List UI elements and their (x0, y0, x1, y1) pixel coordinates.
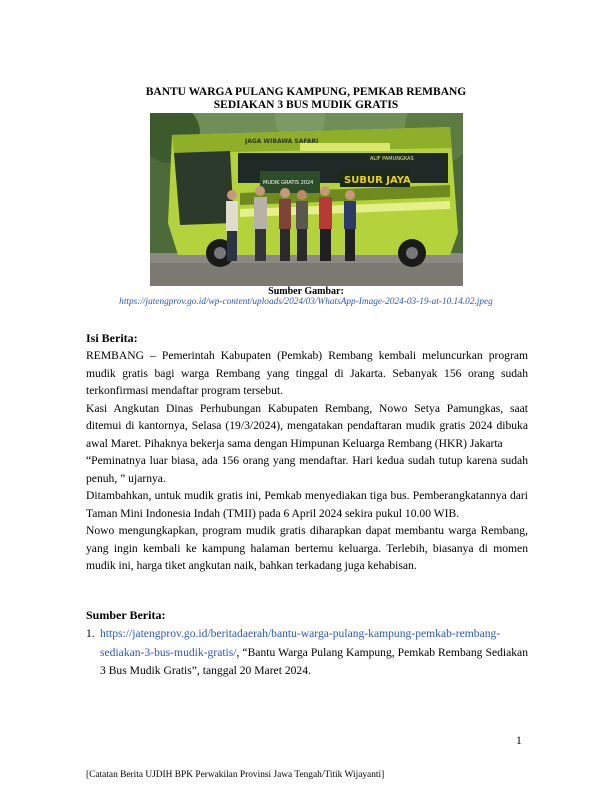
source-number: 1. (86, 627, 95, 640)
bus-top-text: JAGA WIBAWA SAFARI (245, 138, 319, 145)
paragraph-2: Kasi Angkutan Dinas Perhubungan Kabupaten Rembang, Nowo Setya Pamungkas, saat ditemui di kantornya, Selasa (19/3/2024), mengatakan pendaftaran mudik gratis 2024 dibuka awal Maret. Pihaknya bekerja sama dengan Himpunan Keluarga Rembang (HKR) Jakarta (86, 401, 528, 450)
title-line-2: SEDIAKAN 3 BUS MUDIK GRATIS (213, 98, 399, 111)
isi-berita-heading: Isi Berita: (86, 331, 138, 345)
paragraph-1: REMBANG – Pemerintah Kabupaten (Pemkab) Rembang kembali meluncurkan program mudik gratis bagi warga Rembang yang tinggal di Jakarta. Sebanyak 156 orang sudah terkonfirmasi mendaftar program tersebut. (86, 349, 528, 397)
source-description: , “Bantu Warga Pulang Kampung, Pemkab Rembang Sediakan 3 Bus Mudik Gratis”, tanggal 20 Maret 2024. (100, 645, 528, 677)
banner-text: MUDIK GRATIS 2024 (263, 180, 314, 186)
article-body (86, 347, 528, 575)
paragraph-3: “Peminatnya luar biasa, ada 156 orang yang mendaftar. Hari kedua sudah tutup karena sudah penuh, ” ujarnya. (86, 454, 528, 485)
paragraph-5: Nowo mengungkapkan, program mudik gratis diharapkan dapat membantu warga Rembang, yang ingin kembali ke kampung halaman bertemu keluarga. Terlebih, biasanya di momen mudik ini, harga tiket angkutan naik, bahkan terkadang juga kehabisan. (86, 524, 528, 572)
list-item (86, 625, 528, 681)
sumber-berita-heading: Sumber Berita: (86, 608, 166, 622)
bus-brand-text: SUBUR JAYA (344, 175, 411, 186)
source-list (86, 625, 528, 681)
paragraph-4: Ditambahkan, untuk mudik gratis ini, Pemkab menyediakan tiga bus. Pemberangkatannya dari Taman Mini Indonesia Indah (TMII) pada 6 April 2024 sekira pukul 10.00 WIB. (86, 489, 528, 520)
photo-caption-label: Sumber Gambar: (268, 286, 344, 297)
source-text (100, 625, 528, 681)
title-line-1: BANTU WARGA PULANG KAMPUNG, PEMKAB REMBANG (145, 86, 467, 98)
source-link[interactable]: https://jatengprov.go.id/beritadaerah/bantu-warga-pulang-kampung-pemkab-rembang-sediakan-3-bus-mudik-gratis/ (100, 627, 501, 659)
bus-side-text: ALIF PAMUNGKAS (370, 156, 414, 162)
page-footer: [Catatan Berita UJDIH BPK Perwakilan Provinsi Jawa Tengah/Titik Wijayanti] (86, 770, 385, 780)
article-title (0, 86, 612, 111)
photo-source-link[interactable]: https://jatengprov.go.id/wp-content/uploads/2024/03/WhatsApp-Image-2024-03-19-at-10.14.02.jpeg (119, 297, 493, 307)
news-photo (150, 113, 463, 286)
page-number: 1 (516, 735, 522, 747)
